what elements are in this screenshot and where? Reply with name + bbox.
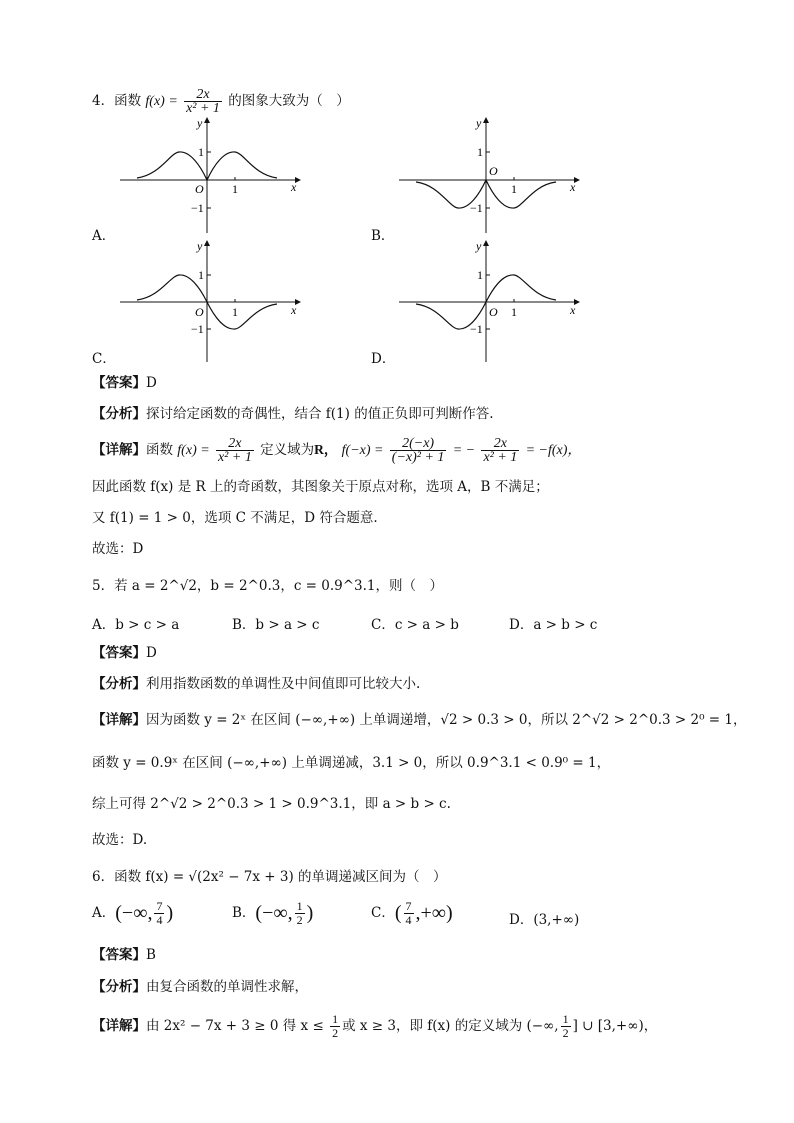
q5-detail-tag: 【详解】 — [92, 712, 146, 728]
graph-b-tick-neg1: −1 — [470, 201, 483, 215]
q5-answer-tag: 【答案】 — [92, 645, 146, 661]
q4-detail-line-3: 又 f(1) = 1 > 0，选项 C 不满足，D 符合题意. — [92, 510, 378, 526]
graph-d-x-label: x — [570, 303, 576, 317]
graph-b-x-label: x — [570, 180, 576, 194]
q4-detail-1g: = − — [452, 443, 476, 458]
q4-detail-1a: 函数 — [146, 442, 173, 458]
q5-detail-line-2: 函数 y = 0.9ˣ 在区间 (−∞,+∞) 上单调递减，3.1 > 0，所以 0.9^3.1 < 0.9⁰ = 1， — [92, 755, 611, 771]
q4-stem-post: 的图象大致为（ ） — [228, 93, 350, 109]
graph-d-y-label: y — [476, 239, 482, 253]
q6-stem: 6．函数 f(x) = √(2x² − 7x + 3) 的单调递减区间为（ ） — [92, 869, 447, 885]
q5-stem: 5．若 a = 2^√2，b = 2^0.3，c = 0.9^3.1，则（ ） — [92, 578, 444, 594]
graph-c-y-label: y — [197, 239, 203, 253]
q5-detail-1: 因为函数 y = 2ˣ 在区间 (−∞,+∞) 上单调递增，√2 > 0.3 > 0，所以 2^√2 > 2^0.3 > 2⁰ = 1， — [146, 712, 747, 728]
q6-detail-line-1 — [92, 1013, 657, 1040]
q6-option-a: A．(−∞, $\frac{7}{4}$ ) — [92, 899, 174, 927]
graph-b-origin: O — [489, 164, 498, 178]
graph-d-tick-neg1: −1 — [470, 322, 483, 336]
q4-detail-1d: f(−x) = — [341, 443, 384, 458]
graph-d-tick-1: 1 — [477, 268, 483, 282]
graph-b-y-label: y — [476, 116, 482, 130]
q5-analysis-text: 利用指数函数的单调性及中间值即可比较大小. — [146, 676, 421, 692]
q5-conclusion: 故选：D. — [92, 832, 148, 848]
q4-func-lhs: f(x) = — [145, 94, 178, 109]
q6-detail-b: 或 x ≥ 3，即 f(x) 的定义域为 (−∞, — [342, 1018, 559, 1034]
graph-c-x-label: x — [291, 303, 297, 317]
q4-detail-line-1 — [92, 437, 581, 464]
q5-analysis — [92, 674, 420, 694]
q6-detail-tag: 【详解】 — [92, 1018, 146, 1034]
q4-number: 4． — [92, 93, 115, 109]
q6-detail-c: ] ∪ [3,+∞)， — [572, 1018, 658, 1034]
q4-option-d: D． — [371, 351, 396, 367]
q4-detail-tag: 【详解】 — [92, 442, 146, 458]
q5-analysis-tag: 【分析】 — [92, 676, 146, 692]
q4-detail-frac-1: $\frac{2x}{\text{x² + 1}}$ — [217, 436, 252, 465]
q5-option-b: B．b > a > c — [232, 617, 320, 633]
q5-detail-line-1 — [92, 710, 747, 730]
q6-option-d: D．(3,+∞) — [509, 912, 580, 928]
q4-stem — [92, 88, 350, 115]
graph-c-tick-neg1: −1 — [191, 322, 204, 336]
q6-option-b: B．(−∞, $\frac{1}{2}$ ) — [232, 899, 314, 927]
graph-a-tick-neg1: −1 — [191, 201, 204, 215]
q5-option-d: D．a > b > c — [509, 617, 598, 633]
q4-detail-func: f(x) = — [177, 443, 210, 458]
q4-analysis-text: 探讨给定函数的奇偶性，结合 f(1) 的值正负即可判断作答. — [146, 406, 494, 422]
q4-detail-1b: 定义域为 — [260, 442, 315, 458]
graph-d-origin: O — [489, 305, 498, 319]
q6-detail-a: 由 2x² − 7x + 3 ≥ 0 得 x ≤ — [146, 1018, 324, 1034]
graph-b-xtick-1: 1 — [511, 182, 517, 196]
q6-analysis-tag: 【分析】 — [92, 979, 146, 995]
q4-option-c: C． — [92, 351, 116, 367]
q5-detail-line-3: 综上可得 2^√2 > 2^0.3 > 1 > 0.9^3.1，即 a > b > c. — [92, 796, 451, 812]
graph-c-tick-1: 1 — [198, 268, 204, 282]
q4-conclusion: 故选：D — [92, 541, 144, 557]
graph-b-tick-1: 1 — [477, 145, 483, 159]
graph-c-xtick-1: 1 — [232, 305, 238, 319]
q4-option-b: B． — [371, 228, 395, 244]
q4-stem-pre: 函数 — [114, 93, 142, 109]
q6-answer-tag: 【答案】 — [92, 947, 146, 963]
graph-c — [115, 240, 315, 365]
q5-option-a: A．b > c > a — [92, 617, 180, 633]
q6-analysis — [92, 977, 308, 997]
q6-answer-value: B — [146, 947, 156, 963]
q6-detail-frac-2: $\frac{1}{2}$ — [562, 1012, 569, 1040]
q4-analysis — [92, 404, 494, 424]
graph-a-y-label: y — [197, 116, 203, 130]
q4-answer-value: D — [146, 375, 157, 391]
q4-option-a: A． — [92, 228, 116, 244]
graph-a-tick-1: 1 — [198, 145, 204, 159]
q5-answer-value: D — [146, 645, 157, 661]
q5-option-c: C．c > a > b — [371, 617, 459, 633]
q4-answer — [92, 373, 157, 393]
q4-detail-1j: = −f(x)， — [525, 443, 582, 458]
graph-a-x-label: x — [291, 180, 297, 194]
graph-d — [394, 240, 594, 365]
q4-answer-tag: 【答案】 — [92, 375, 146, 391]
graph-a-origin: O — [195, 182, 204, 196]
q5-answer — [92, 643, 157, 663]
graph-a — [115, 115, 315, 235]
q4-detail-frac-3: $\frac{2x}{\text{x² + 1}}$ — [483, 436, 518, 465]
q4-detail-frac-2: $\frac{2(-x)}{\text{(−x)² + 1}}$ — [391, 436, 445, 465]
q4-analysis-tag: 【分析】 — [92, 406, 146, 422]
q4-detail-1c: R， — [314, 442, 338, 457]
q6-answer — [92, 945, 156, 965]
graph-a-xtick-1: 1 — [232, 182, 238, 196]
graph-d-xtick-1: 1 — [511, 305, 517, 319]
graph-b — [394, 115, 594, 235]
q4-detail-line-2: 因此函数 f(x) 是 R 上的奇函数，其图象关于原点对称，选项 A，B 不满足； — [92, 479, 549, 495]
q4-fraction: $\frac{2x}{\text{x² + 1}}$ — [186, 87, 220, 116]
q6-option-c: C．( $\frac{7}{4}$ ,+∞) — [371, 899, 453, 927]
graph-c-origin: O — [195, 305, 204, 319]
q6-analysis-text: 由复合函数的单调性求解， — [146, 979, 308, 995]
q6-detail-frac-1: $\frac{1}{2}$ — [332, 1012, 339, 1040]
